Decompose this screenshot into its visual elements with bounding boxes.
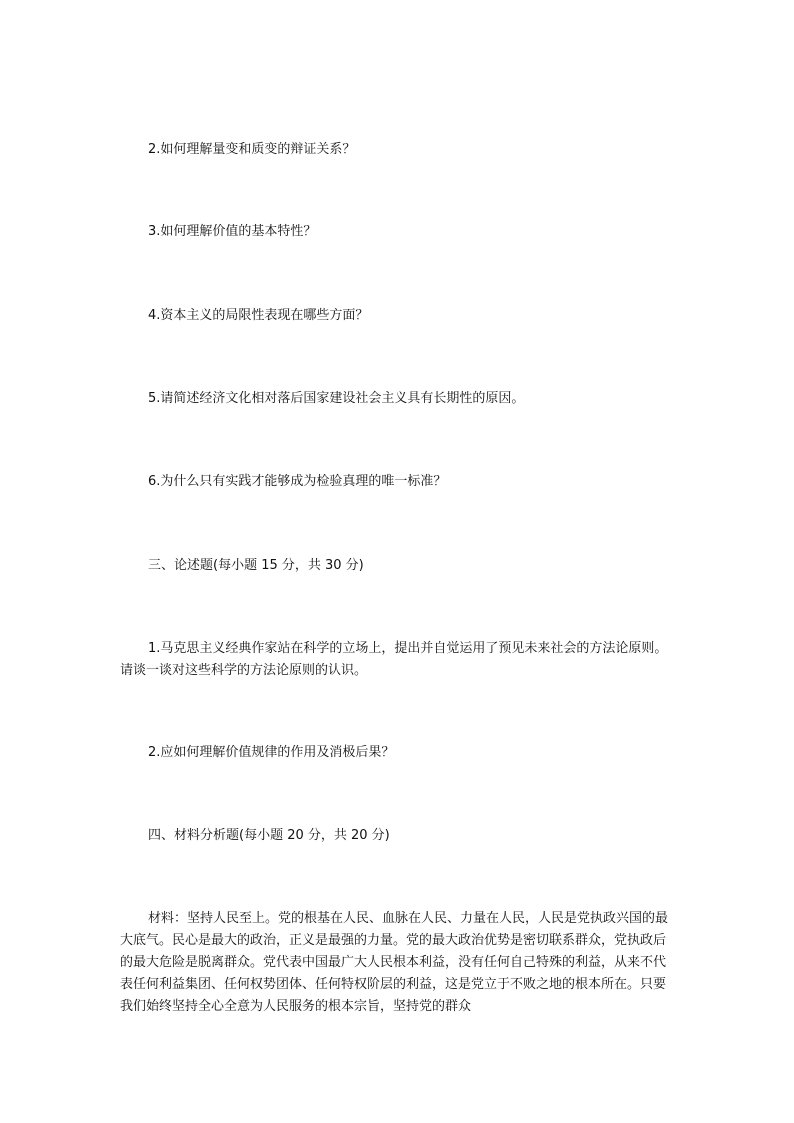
section-3-heading: 三、论述题(每小题 15 分，共 30 分) — [148, 558, 364, 573]
question-5: 5.请简述经济文化相对落后国家建设社会主义具有长期性的原因。 — [148, 391, 525, 406]
question-2: 2.如何理解量变和质变的辩证关系？ — [148, 142, 356, 157]
essay-question-2: 2.应如何理解价值规律的作用及消极后果？ — [148, 745, 395, 760]
question-6: 6.为什么只有实践才能够成为检验真理的唯一标准？ — [148, 474, 447, 489]
essay-question-1: 1.马克思主义经典作家站在科学的立场上，提出并自觉运用了预见未来社会的方法论原则。请谈一谈对这些科学的方法论原则的认识。 — [120, 641, 668, 678]
material-paragraph: 材料：坚持人民至上。党的根基在人民、血脉在人民、力量在人民，人民是党执政兴国的最大底气。民心是最大的政治，正义是最强的力量。党的最大政治优势是密切联系群众，党执政后的最大危险是脱离群众。党代表中国最广大人民根本利益，没有任何自己特殊的利益，从来不代表任何利益集团、任何权势团体、任何特权阶层的利益，这是党立于不败之地的根本所在。只要我们始终坚持全心全意为人民服务的根本宗旨，坚持党的群众 — [120, 911, 669, 1014]
question-3: 3.如何理解价值的基本特性？ — [148, 224, 317, 239]
question-4: 4.资本主义的局限性表现在哪些方面？ — [148, 308, 369, 323]
section-4-heading: 四、材料分析题(每小题 20 分，共 20 分) — [148, 828, 390, 843]
